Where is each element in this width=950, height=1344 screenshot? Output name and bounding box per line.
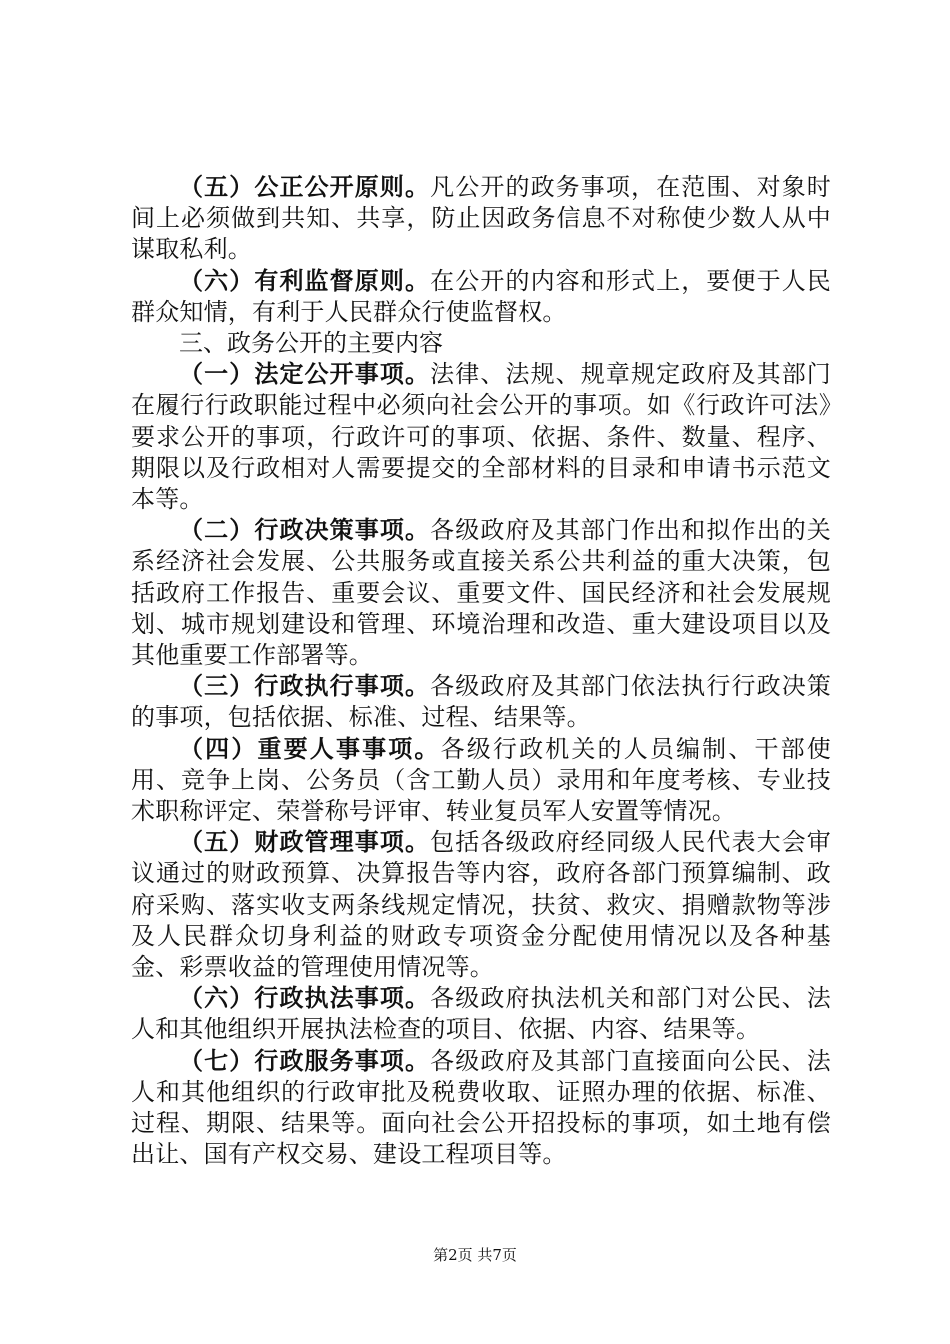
content-item-4 <box>131 734 831 828</box>
item-lead: （一）法定公开事项。 <box>179 360 431 389</box>
document-body <box>131 172 831 1171</box>
content-item-3 <box>131 671 831 733</box>
item-text: 各级政府及其部门依法执行行政决策的事项，包括依据、标准、过程、结果等。 <box>131 672 832 732</box>
section-heading: 三、政务公开的主要内容 <box>179 329 443 358</box>
item-text: 包括各级政府经同级人民代表大会审议通过的财政预算、决算报告等内容，政府各部门预算编制、政府采购、落实收支两条线规定情况，扶贫、救灾、捐赠款物等涉及人民群众切身利益的财政专项资金分配使用情况以及各种基金、彩票收益的管理使用情况等。 <box>131 828 832 982</box>
item-text: 各级行政机关的人员编制、干部使用、竞争上岗、公务员（含工勤人员）录用和年度考核、专业技术职称评定、荣誉称号评审、转业复员军人安置等情况。 <box>131 734 832 826</box>
item-lead: （七）行政服务事项。 <box>179 1046 431 1075</box>
item-text: 各级政府及其部门直接面向公民、法人和其他组织的行政审批及税费收取、证照办理的依据、标准、过程、期限、结果等。面向社会公开招投标的事项，如土地有偿出让、国有产权交易、建设工程项目等。 <box>131 1046 832 1169</box>
item-text: 各级政府执法机关和部门对公民、法人和其他组织开展执法检查的项目、依据、内容、结果等。 <box>131 984 832 1044</box>
principle-paragraph-5 <box>131 172 831 266</box>
item-lead: （二）行政决策事项。 <box>179 516 431 545</box>
content-item-6 <box>131 983 831 1045</box>
page-number: 第2页 共7页 <box>433 1246 517 1264</box>
paragraph-lead: （六）有利监督原则。 <box>179 266 431 295</box>
item-text: 各级政府及其部门作出和拟作出的关系经济社会发展、公共服务或直接关系公共利益的重大决策，包括政府工作报告、重要会议、重要文件、国民经济和社会发展规划、城市规划建设和管理、环境治理和改造、重大建设项目以及其他重要工作部署等。 <box>131 516 832 670</box>
paragraph-lead: （五）公正公开原则。 <box>179 173 431 201</box>
item-lead: （六）行政执法事项。 <box>179 984 431 1013</box>
item-lead: （四）重要人事事项。 <box>179 734 441 763</box>
item-text: 法律、法规、规章规定政府及其部门在履行行政职能过程中必须向社会公开的事项。如《行政许可法》要求公开的事项，行政许可的事项、依据、条件、数量、程序、期限以及行政相对人需要提交的全部材料的目录和申请书示范文本等。 <box>131 360 832 514</box>
content-item-7 <box>131 1046 831 1171</box>
item-lead: （五）财政管理事项。 <box>179 828 431 857</box>
item-lead: （三）行政执行事项。 <box>179 672 431 701</box>
page-footer <box>0 1244 950 1265</box>
content-item-2 <box>131 515 831 671</box>
content-item-1 <box>131 359 831 515</box>
principle-paragraph-6 <box>131 266 831 328</box>
content-item-5 <box>131 827 831 983</box>
paragraph-text: 凡公开的政务事项，在范围、对象时间上必须做到共知、共享，防止因政务信息不对称使少数人从中谋取私利。 <box>131 173 832 264</box>
paragraph-text: 在公开的内容和形式上，要便于人民群众知情，有利于人民群众行使监督权。 <box>131 266 832 326</box>
